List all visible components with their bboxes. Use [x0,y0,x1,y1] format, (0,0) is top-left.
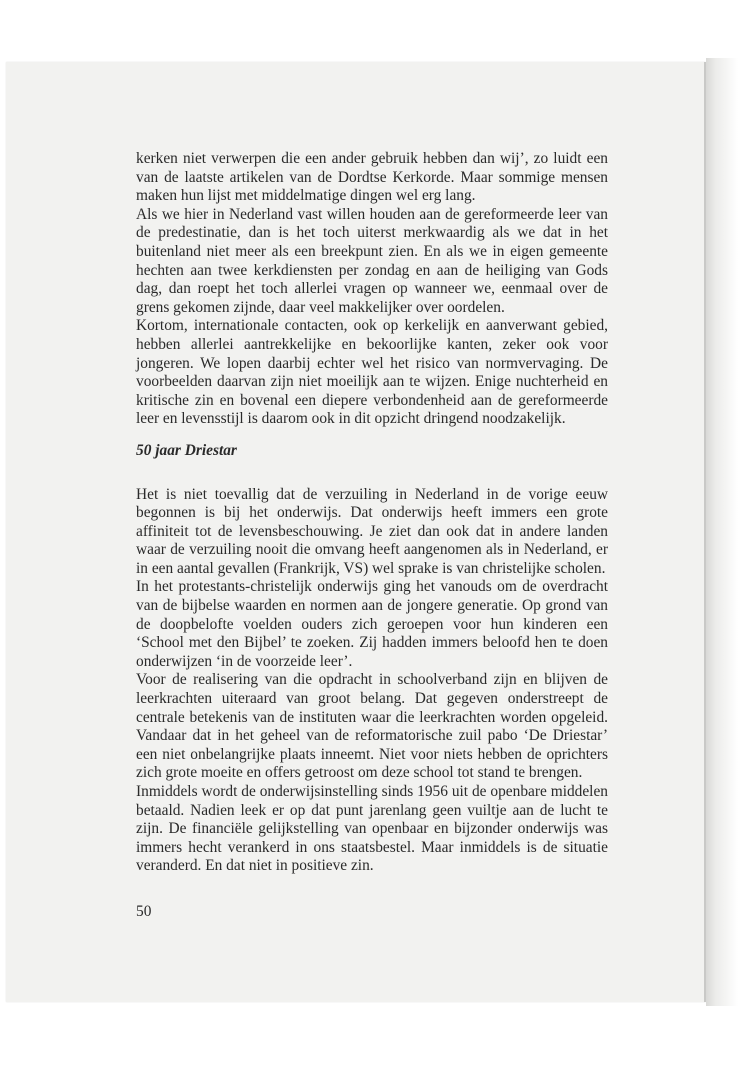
paragraph: Als we hier in Nederland vast willen houden aan de gereformeerde leer van de predestinatie, dan is het toch uiterst merkwaardig als we dat in het buitenland niet meer als een breekpunt zien. En als we in eigen gemeente hechten aan twee kerkdiensten per zondag en aan de heiliging van Gods dag, dan roept het toch allerlei vragen op wanneer we, eenmaal over de grens gekomen zijnde, daar veel makkelijker over oordelen. [136,205,608,316]
section-heading: 50 jaar Driestar [136,441,237,459]
paragraph: Voor de realisering van die opdracht in schoolverband zijn en blijven de leerkrachten uiteraard van groot belang. Dat gegeven onderstreept de centrale betekenis van de instituten waar die leerkrachten worden opgeleid. Vandaar dat in het geheel van de reformatorische zuil pabo ‘De Driestar’ een niet onbelangrijke plaats inneemt. Niet voor niets hebben de oprichters zich grote moeite en offers getroost om deze school tot stand te brengen. [136,671,608,782]
paragraph: Het is niet toevallig dat de verzuiling in Nederland in de vorige eeuw begonnen is bij het onderwijs. Dat onderwijs heeft immers een grote affiniteit tot de levensbeschouwing. Je ziet dan ook dat in andere landen waar de verzuiling nooit die omvang heeft aangenomen als in Nederland, er in een aantal gevallen (Frankrijk, VS) wel sprake is van christelijke scholen. [136,485,608,577]
paragraph: Kortom, internationale contacten, ook op kerkelijk en aanverwant gebied, hebben allerlei aantrekkelijke en bekoorlijke kanten, zeker ook voor jongeren. We lopen daarbij echter wel het risico van normvervaging. De voorbeelden daarvan zijn niet moeilijk aan te wijzen. Enige nuchterheid en kritische zin en bovenal een diepere verbondenheid aan de gereformeerde leer en levensstijl is daarom ook in dit opzicht dringend noodzakelijk. [136,317,608,428]
page-edge [706,58,738,1006]
paragraph: kerken niet verwerpen die een ander gebruik hebben dan wij’, zo luidt een van de laatste artikelen van de Dordtse Kerkorde. Maar sommige mensen maken hun lijst met middelmatige dingen wel erg lang. [136,150,608,205]
page-number: 50 [136,903,152,920]
body-text [136,150,608,876]
paragraph: In het protestants-christelijk onderwijs ging het vanouds om de overdracht van de bijbelse waarden en normen aan de jongere generatie. Op grond van de doopbelofte voelden ouders zich geroepen voor hun kinderen een ‘School met den Bijbel’ te zoeken. Zij hadden immers beloofd hen te doen onderwijzen ‘in de voorzeide leer’. [136,578,608,670]
paragraph: Inmiddels wordt de onderwijsinstelling sinds 1956 uit de openbare middelen betaald. Nadien leek er op dat punt jarenlang geen vuiltje aan de lucht te zijn. De financiële gelijkstelling van openbaar en bijzonder onderwijs was immers hecht verankerd in ons staatsbestel. Maar inmiddels is de situatie veranderd. En dat niet in positieve zin. [136,783,608,875]
